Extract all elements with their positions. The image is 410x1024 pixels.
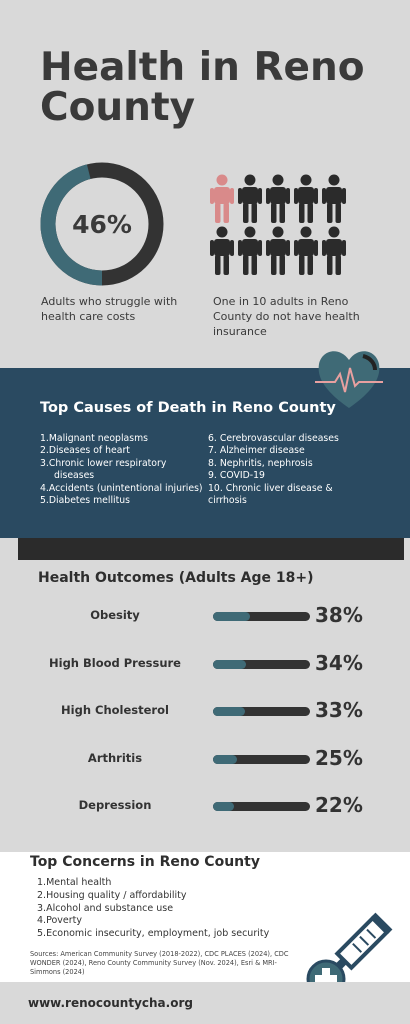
causes-title: Top Causes of Death in Reno County xyxy=(40,400,336,416)
outcome-percent: 25% xyxy=(315,745,363,770)
outcome-label: Obesity xyxy=(90,608,140,622)
footer-link[interactable]: www.renocountycha.org xyxy=(28,996,193,1010)
concern-item: 1.Mental health xyxy=(37,877,112,888)
person-icon xyxy=(322,227,346,276)
cause-item: 3.Chronic lower respiratory xyxy=(40,457,167,469)
cause-item: 5.Diabetes mellitus xyxy=(40,495,131,507)
cause-item: 9. COVID-19 xyxy=(208,470,265,482)
person-icon xyxy=(210,175,234,224)
outcome-percent: 33% xyxy=(315,698,363,722)
person-icon xyxy=(294,175,318,224)
outcome-label: High Cholesterol xyxy=(61,703,169,717)
concern-item: 4.Poverty xyxy=(37,915,82,927)
outcome-percent: 22% xyxy=(315,793,363,817)
outcome-label: Depression xyxy=(78,798,152,812)
donut-value: 46% xyxy=(72,209,132,239)
person-icon xyxy=(266,175,290,224)
concern-item: 5.Economic insecurity, employment, job security xyxy=(37,928,270,940)
outcome-bar-fill xyxy=(213,802,234,811)
cause-item: diseases xyxy=(54,470,95,482)
outcome-label: Arthritis xyxy=(87,750,143,765)
people-icons xyxy=(208,174,348,278)
causes-list-left xyxy=(40,433,220,507)
person-icon xyxy=(210,227,234,276)
outcome-bar-fill xyxy=(213,755,237,764)
page-title: Health in Reno County xyxy=(40,45,365,130)
person-icon xyxy=(322,175,346,224)
concerns-list xyxy=(37,877,297,941)
person-icon xyxy=(266,227,290,276)
concern-item: 3.Alcohol and substance use xyxy=(37,902,174,914)
outcome-percent: 34% xyxy=(315,650,363,675)
outcome-label: High Blood Pressure xyxy=(49,655,181,670)
person-icon xyxy=(238,175,262,224)
outcome-bar-fill xyxy=(213,612,250,621)
cause-item: 7. Alzheimer disease xyxy=(208,445,305,457)
person-icon xyxy=(238,227,262,276)
uninsured-caption: One in 10 adults in Reno County do not have health insurance xyxy=(213,295,360,338)
donut-caption: Adults who struggle with health care costs xyxy=(41,295,178,323)
divider-bar xyxy=(18,538,404,560)
cause-item: 10. Chronic liver disease & xyxy=(208,482,333,494)
outcome-bar-fill xyxy=(213,707,245,716)
sources-note: Sources: American Community Survey (2018-2022), CDC PLACES (2024), CDC WONDER (2024), Reno County Community Survey (Nov. 2024), Esri & MRI-Simmons (2024) xyxy=(30,950,289,976)
cause-item: cirrhosis xyxy=(208,495,247,507)
outcomes-title: Health Outcomes (Adults Age 18+) xyxy=(38,570,314,586)
cause-item: 6. Cerebrovascular diseases xyxy=(208,433,339,444)
donut-chart xyxy=(40,162,164,286)
cause-item: 2.Diseases of heart xyxy=(40,445,130,457)
outcome-bar-fill xyxy=(213,660,246,669)
cause-item: 1.Malignant neoplasms xyxy=(40,433,148,444)
outcome-percent: 38% xyxy=(315,603,363,627)
concerns-title: Top Concerns in Reno County xyxy=(30,854,260,870)
concern-item: 2.Housing quality / affordability xyxy=(37,889,187,901)
cause-item: 8. Nephritis, nephrosis xyxy=(208,457,313,469)
person-icon xyxy=(294,227,318,276)
causes-list-right xyxy=(208,433,378,507)
cause-item: 4.Accidents (unintentional injuries) xyxy=(40,482,203,494)
